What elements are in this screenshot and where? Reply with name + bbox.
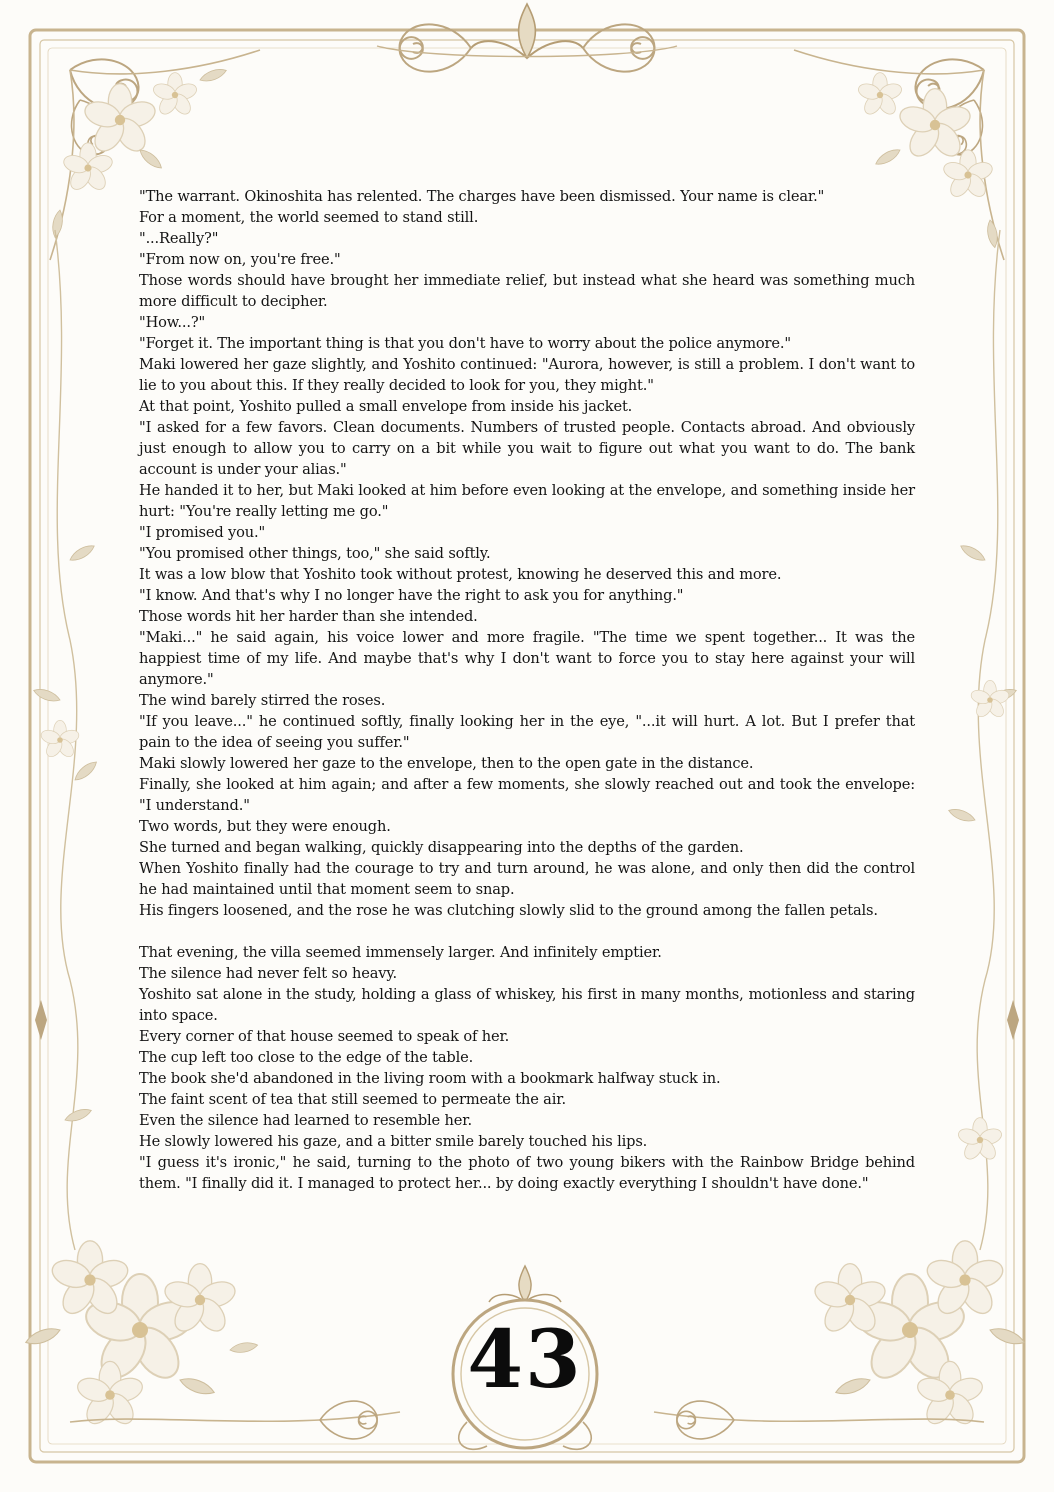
paragraph: "From now on, you're free." <box>139 251 341 268</box>
paragraph: Even the silence had learned to resemble her. <box>139 1112 472 1129</box>
paragraph: That evening, the villa seemed immensely larger. And infinitely emptier. <box>139 944 662 961</box>
paragraph: "Maki..." he said again, his voice lower and more fragile. "The time we spent together... It was the happiest time of my life. And maybe that's why I don't want to force you to stay here against your will anymore." <box>139 629 915 688</box>
paragraph: "...Really?" <box>139 230 219 247</box>
paragraph: His fingers loosened, and the rose he was clutching slowly slid to the ground among the fallen petals. <box>139 902 878 919</box>
paragraph: She turned and began walking, quickly disappearing into the depths of the garden. <box>139 839 744 856</box>
paragraph: The silence had never felt so heavy. <box>139 965 397 982</box>
paragraph: Every corner of that house seemed to speak of her. <box>139 1028 510 1045</box>
page-number: 43 <box>467 1312 583 1406</box>
paragraph: "How...?" <box>139 314 206 331</box>
paragraph: Two words, but they were enough. <box>139 818 391 835</box>
paragraph: "The warrant. Okinoshita has relented. The charges have been dismissed. Your name is clear." <box>139 188 825 205</box>
paragraph: For a moment, the world seemed to stand still. <box>139 209 479 226</box>
paragraph: Maki slowly lowered her gaze to the envelope, then to the open gate in the distance. <box>139 755 754 772</box>
section-break <box>139 921 915 942</box>
paragraph: When Yoshito finally had the courage to try and turn around, he was alone, and only then did the control he had maintained until that moment seem to snap. <box>139 860 915 898</box>
paragraph: Maki lowered her gaze slightly, and Yoshito continued: "Aurora, however, is still a problem. I don't want to lie to you about this. If they really decided to look for you, they might." <box>139 356 915 394</box>
story-text <box>139 186 915 1194</box>
paragraph: The faint scent of tea that still seemed to permeate the air. <box>139 1091 566 1108</box>
paragraph: The cup left too close to the edge of the table. <box>139 1049 474 1066</box>
paragraph: Finally, she looked at him again; and after a few moments, she slowly reached out and took the envelope: "I understand." <box>139 776 915 814</box>
paragraph: He handed it to her, but Maki looked at him before even looking at the envelope, and something inside her hurt: "You're really letting me go." <box>139 482 915 520</box>
paragraph: Those words should have brought her immediate relief, but instead what she heard was something much more difficult to decipher. <box>139 272 915 310</box>
paragraph: "I know. And that's why I no longer have the right to ask you for anything." <box>139 587 684 604</box>
paragraph: Those words hit her harder than she intended. <box>139 608 478 625</box>
paragraph: Yoshito sat alone in the study, holding a glass of whiskey, his first in many months, motionless and staring into space. <box>139 986 915 1024</box>
paragraph: "I guess it's ironic," he said, turning to the photo of two young bikers with the Rainbow Bridge behind them. "I finally did it. I managed to protect her... by doing exactly everything I shouldn't have done." <box>139 1154 915 1192</box>
paragraph: At that point, Yoshito pulled a small envelope from inside his jacket. <box>139 398 633 415</box>
paragraph: The wind barely stirred the roses. <box>139 692 386 709</box>
paragraph: "I asked for a few favors. Clean documents. Numbers of trusted people. Contacts abroad. And obviously just enough to allow you to carry on a bit while you wait to figure out what you want to do. The bank account is under your alias." <box>139 419 915 478</box>
paragraph: "Forget it. The important thing is that you don't have to worry about the police anymore." <box>139 335 791 352</box>
paragraph: The book she'd abandoned in the living room with a bookmark halfway stuck in. <box>139 1070 721 1087</box>
paragraph: "If you leave..." he continued softly, finally looking her in the eye, "...it will hurt. A lot. But I prefer that pain to the idea of seeing you suffer." <box>139 713 915 751</box>
paragraph: "You promised other things, too," she said softly. <box>139 545 491 562</box>
paragraph: "I promised you." <box>139 524 266 541</box>
paragraph: He slowly lowered his gaze, and a bitter smile barely touched his lips. <box>139 1133 648 1150</box>
paragraph: It was a low blow that Yoshito took without protest, knowing he deserved this and more. <box>139 566 782 583</box>
